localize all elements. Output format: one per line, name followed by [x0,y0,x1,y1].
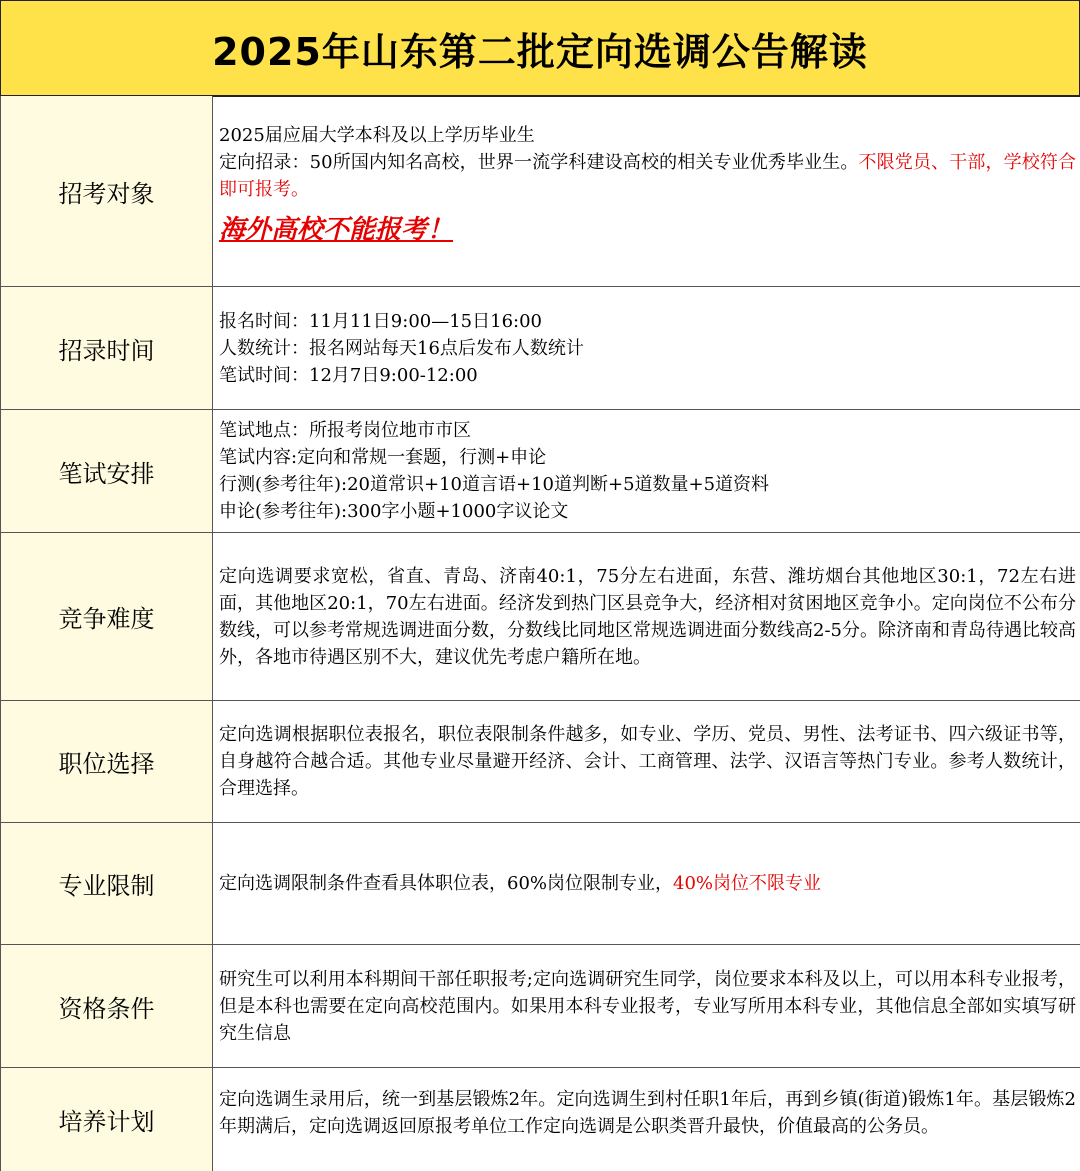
content-paragraph: 定向选调要求宽松，省直、青岛、济南40:1，75分左右进面，东营、潍坊烟台其他地区30:1，72左右进面，其他地区20:1，70左右进面。经济发到热门区县竞争大，经济相对贫困地区竞争小。定向岗位不公布分数线，可以参考常规选调进面分数，分数线比同地区常规选调进面分数线高2-5分。除济南和青岛待遇比较高外，各地市待遇区别不大，建议优先考虑户籍所在地。 [219,565,1076,668]
row-label: 笔试安排 [0,410,213,532]
content-line: 申论(参考往年):300字小题+1000字议论文 [219,501,569,522]
row-content [213,1068,1080,1171]
overseas-warning: 海外高校不能报考！ [219,215,454,245]
content-line: 笔试内容:定向和常规一套题，行测+申论 [219,447,547,468]
row-label: 资格条件 [0,945,213,1067]
content-line: 2025届应届大学本科及以上学历毕业生 [219,125,535,146]
row-content [213,287,1080,409]
row-label: 职位选择 [0,701,213,822]
content-paragraph: 研究生可以利用本科期间干部任职报考;定向选调研究生同学，岗位要求本科及以上，可以用本科专业报考，但是本科也需要在定向高校范围内。如果用本科专业报考，专业写所用本科专业，其他信息全部如实填写研究生信息 [219,968,1076,1044]
content-line: 人数统计：报名网站每天16点后发布人数统计 [219,337,584,359]
table-row-major [0,823,1080,945]
table-row-training [0,1068,1080,1171]
content-paragraph: 定向选调生录用后，统一到基层锻炼2年。定向选调生到村任职1年后，再到乡镇(街道)锻炼1年。基层锻炼2年期满后，定向选调返回原报考单位工作定向选调是公职类晋升最快，价值最高的公务员。 [219,1089,1076,1137]
table-row-position [0,701,1080,823]
content-line: 定向选调限制条件查看具体职位表，60%岗位限制专业， [219,873,674,894]
content-line: 笔试地点：所报考岗位地市市区 [219,420,471,441]
row-content [213,701,1080,822]
content-line: 报名时间：11月11日9:00—15日16:00 [219,310,543,332]
highlight-text: 40%岗位不限专业 [673,873,822,894]
table-row-target [0,96,1080,287]
content-line: 定向招录：50所国内知名高校，世界一流学科建设高校的相关专业优秀毕业生。 [219,152,859,173]
content-line: 笔试时间：12月7日9:00-12:00 [219,364,478,386]
row-label: 培养计划 [0,1068,213,1171]
content-paragraph: 定向选调根据职位表报名，职位表限制条件越多，如专业、学历、党员、男性、法考证书、四六级证书等，自身越符合越合适。其他专业尽量避开经济、会计、工商管理、法学、汉语言等热门专业。参考人数统计，合理选择。 [219,724,1076,799]
table-row-competition [0,533,1080,701]
highlight-text: 不限党员、干部，学校符合即可报考。 [219,152,1077,200]
table-row-schedule [0,287,1080,410]
row-label: 招考对象 [0,96,213,286]
row-content [213,533,1080,700]
page-title: 2025年山东第二批定向选调公告解读 [0,0,1080,97]
row-content [213,823,1080,944]
row-label: 竞争难度 [0,533,213,700]
row-label: 招录时间 [0,287,213,409]
table-row-exam [0,410,1080,533]
row-label: 专业限制 [0,823,213,944]
content-paragraph [219,149,1076,203]
row-content [213,410,1080,532]
content-line: 行测(参考往年):20道常识+10道言语+10道判断+5道数量+5道资料 [219,474,770,495]
row-content [213,945,1080,1067]
table-row-eligibility [0,945,1080,1068]
content-paragraph [219,870,1076,897]
row-content [213,96,1080,286]
